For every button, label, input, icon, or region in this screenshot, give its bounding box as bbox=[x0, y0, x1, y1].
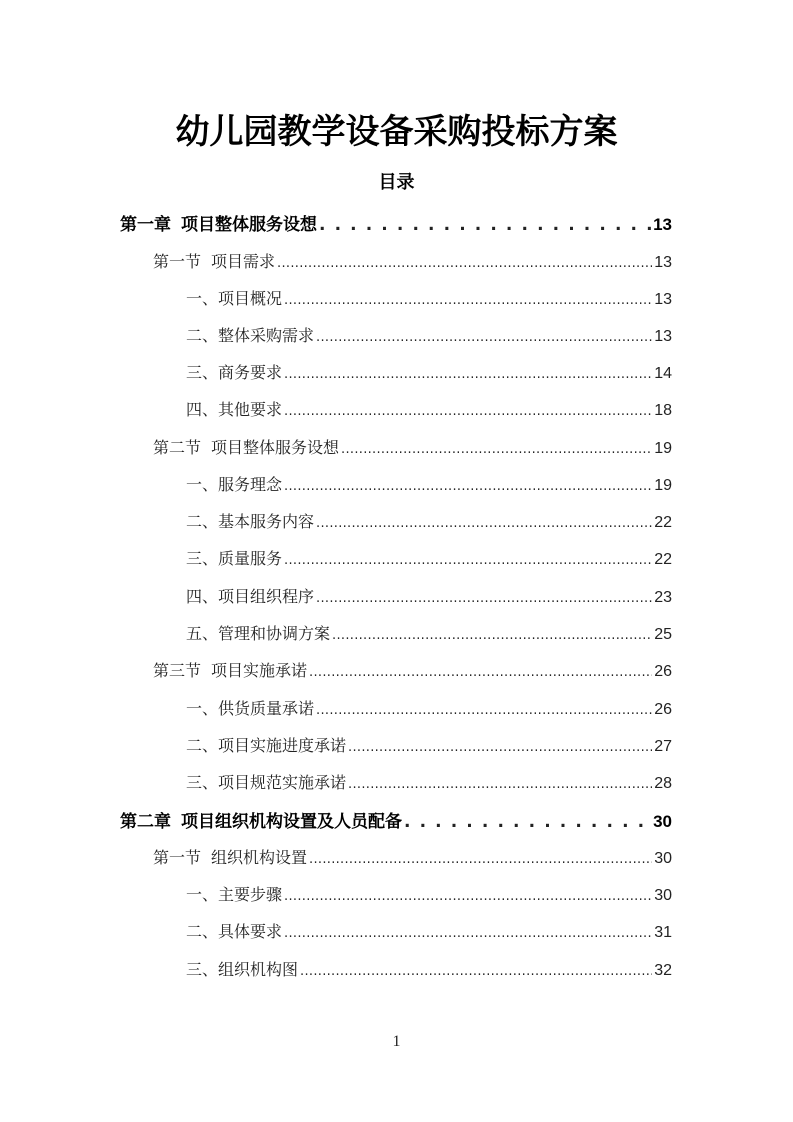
toc-entry-page: 28 bbox=[654, 775, 672, 792]
toc-entry-subsection[interactable] bbox=[186, 323, 672, 347]
toc-entry-prefix: 五、 bbox=[186, 624, 219, 643]
toc-entry-text: 基本服务内容 bbox=[218, 512, 315, 531]
toc-entry-subsection[interactable] bbox=[186, 472, 672, 496]
dot-leader bbox=[316, 326, 652, 345]
toc-entry-page: 27 bbox=[654, 738, 672, 755]
dot-leader bbox=[284, 289, 652, 308]
toc-entry-page: 32 bbox=[654, 962, 672, 979]
toc-entry-text: 项目组织机构设置及人员配备 bbox=[181, 812, 402, 832]
toc-entry-text: 项目概况 bbox=[218, 289, 283, 308]
dot-leader bbox=[284, 475, 652, 494]
toc-entry-subsection[interactable] bbox=[186, 733, 672, 757]
toc-entry-prefix: 一、 bbox=[186, 289, 219, 308]
toc-entry-text: 项目整体服务设想 bbox=[181, 215, 317, 235]
toc-entry-text: 具体要求 bbox=[218, 922, 283, 941]
dot-leader bbox=[284, 549, 652, 568]
toc-entry-subsection[interactable] bbox=[186, 546, 672, 570]
toc-entry-text: 服务理念 bbox=[218, 475, 283, 494]
dot-leader bbox=[300, 960, 652, 979]
toc-entry-prefix: 第一节 bbox=[153, 252, 202, 271]
toc-entry-subsection[interactable] bbox=[186, 397, 672, 421]
toc-entry-text: 项目需求 bbox=[211, 252, 276, 271]
toc-entry-prefix: 二、 bbox=[186, 922, 219, 941]
toc-entry-prefix: 第一章 bbox=[120, 215, 171, 235]
toc-entry-text: 项目实施进度承诺 bbox=[218, 736, 347, 755]
toc-entry-subsection[interactable] bbox=[186, 584, 672, 608]
toc-entry-section[interactable] bbox=[153, 249, 672, 273]
toc-entry-page: 30 bbox=[653, 812, 672, 831]
toc-entry-page: 19 bbox=[654, 440, 672, 457]
toc-entry-subsection[interactable] bbox=[186, 957, 672, 981]
dot-leader bbox=[309, 661, 652, 680]
toc-entry-subsection[interactable] bbox=[186, 509, 672, 533]
toc-entry-text: 项目整体服务设想 bbox=[211, 438, 340, 457]
toc-entry-subsection[interactable] bbox=[186, 286, 672, 310]
toc-entry-text: 管理和协调方案 bbox=[218, 624, 331, 643]
toc-entry-prefix: 第一节 bbox=[153, 848, 202, 867]
toc-entry-page: 18 bbox=[654, 402, 672, 419]
toc-entry-page: 25 bbox=[654, 626, 672, 643]
dot-leader bbox=[348, 736, 652, 755]
toc-entry-prefix: 三、 bbox=[186, 773, 219, 792]
dot-leader bbox=[284, 885, 652, 904]
toc-entry-text: 项目实施承诺 bbox=[211, 661, 308, 680]
toc-entry-prefix: 四、 bbox=[186, 587, 219, 606]
toc-entry-text: 主要步骤 bbox=[218, 885, 283, 904]
dot-leader bbox=[319, 215, 651, 235]
page-number: 1 bbox=[392, 1033, 401, 1050]
toc-entry-text: 商务要求 bbox=[218, 363, 283, 382]
toc-entry-section[interactable] bbox=[153, 658, 672, 682]
toc-heading: 目录 bbox=[378, 172, 415, 193]
dot-leader bbox=[309, 848, 652, 867]
toc-entry-page: 13 bbox=[654, 328, 672, 345]
toc-entry-text: 组织机构设置 bbox=[211, 848, 308, 867]
dot-leader bbox=[316, 512, 652, 531]
toc-entry-prefix: 第二章 bbox=[120, 812, 171, 832]
toc-entry-prefix: 二、 bbox=[186, 512, 219, 531]
toc-entry-text: 组织机构图 bbox=[218, 960, 299, 979]
toc-entry-chapter[interactable] bbox=[120, 210, 672, 234]
toc-entry-chapter[interactable] bbox=[120, 807, 672, 831]
toc-entry-subsection[interactable] bbox=[186, 360, 672, 384]
toc-entry-subsection[interactable] bbox=[186, 919, 672, 943]
toc-entry-page: 31 bbox=[654, 924, 672, 941]
toc-entry-subsection[interactable] bbox=[186, 696, 672, 720]
dot-leader bbox=[284, 922, 652, 941]
toc-entry-prefix: 第二节 bbox=[153, 438, 202, 457]
toc-entry-text: 整体采购需求 bbox=[218, 326, 315, 345]
toc-entry-page: 22 bbox=[654, 514, 672, 531]
toc-entry-text: 其他要求 bbox=[218, 400, 283, 419]
toc-entry-page: 30 bbox=[654, 850, 672, 867]
toc-entry-section[interactable] bbox=[153, 845, 672, 869]
dot-leader bbox=[277, 252, 652, 271]
toc-entry-prefix: 第三节 bbox=[153, 661, 202, 680]
toc-entry-prefix: 三、 bbox=[186, 549, 219, 568]
dot-leader bbox=[348, 773, 652, 792]
toc-entry-text: 项目组织程序 bbox=[218, 587, 315, 606]
toc-entry-page: 14 bbox=[654, 365, 672, 382]
document-title: 幼儿园教学设备采购投标方案 bbox=[175, 112, 618, 152]
toc-entry-page: 22 bbox=[654, 551, 672, 568]
toc-entry-prefix: 四、 bbox=[186, 400, 219, 419]
toc-entry-page: 30 bbox=[654, 887, 672, 904]
toc-entry-subsection[interactable] bbox=[186, 770, 672, 794]
dot-leader bbox=[404, 812, 651, 832]
toc-entry-prefix: 三、 bbox=[186, 960, 219, 979]
toc-entry-text: 项目规范实施承诺 bbox=[218, 773, 347, 792]
toc-entry-page: 13 bbox=[653, 215, 672, 234]
toc-entry-prefix: 一、 bbox=[186, 699, 219, 718]
toc-entry-prefix: 三、 bbox=[186, 363, 219, 382]
toc-entry-page: 13 bbox=[654, 291, 672, 308]
dot-leader bbox=[341, 438, 652, 457]
toc-entry-prefix: 一、 bbox=[186, 475, 219, 494]
toc-entry-text: 供货质量承诺 bbox=[218, 699, 315, 718]
toc-entry-subsection[interactable] bbox=[186, 882, 672, 906]
dot-leader bbox=[316, 699, 652, 718]
dot-leader bbox=[316, 587, 652, 606]
toc-entry-prefix: 一、 bbox=[186, 885, 219, 904]
toc-entry-section[interactable] bbox=[153, 435, 672, 459]
toc-entry-page: 26 bbox=[654, 663, 672, 680]
toc-entry-text: 质量服务 bbox=[218, 549, 283, 568]
dot-leader bbox=[332, 624, 652, 643]
dot-leader bbox=[284, 400, 652, 419]
toc-entry-subsection[interactable] bbox=[186, 621, 672, 645]
toc-entry-page: 13 bbox=[654, 254, 672, 271]
dot-leader bbox=[284, 363, 652, 382]
toc-entry-page: 23 bbox=[654, 589, 672, 606]
toc-entry-page: 26 bbox=[654, 701, 672, 718]
toc-entry-prefix: 二、 bbox=[186, 736, 219, 755]
toc-entry-page: 19 bbox=[654, 477, 672, 494]
toc-entry-prefix: 二、 bbox=[186, 326, 219, 345]
